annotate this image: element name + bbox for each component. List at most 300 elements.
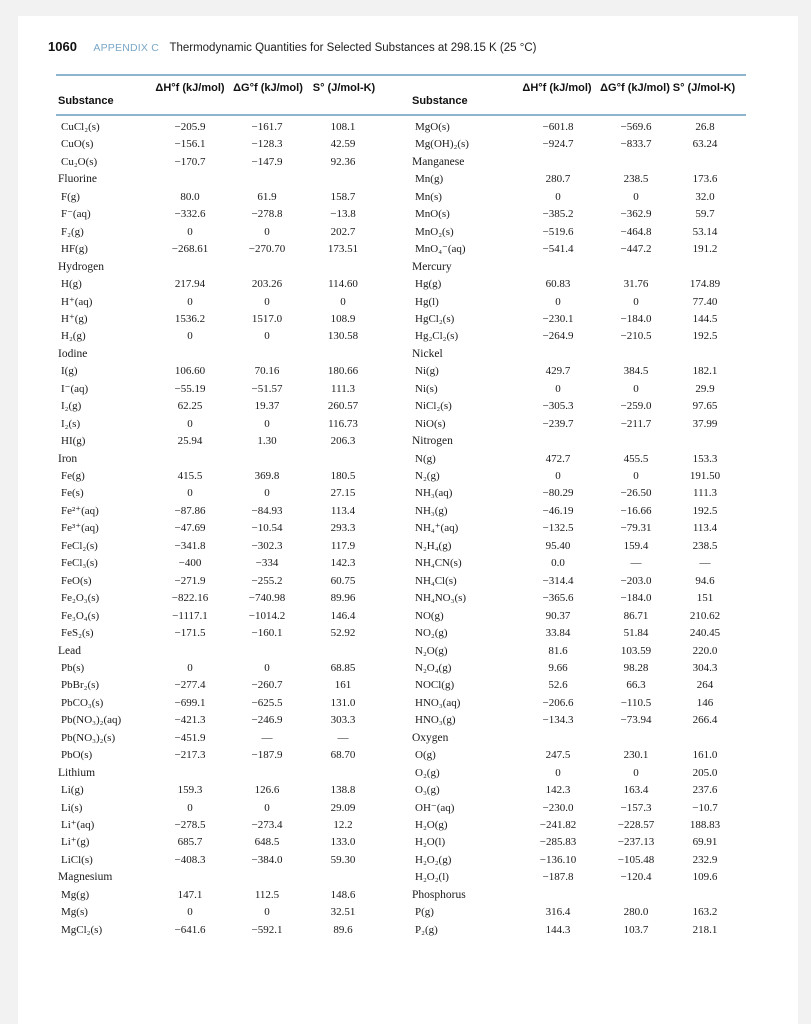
substance-cell: CuO(s): [61, 138, 94, 151]
substance-cell: Ni(s): [415, 382, 438, 395]
dg-cell: 103.7: [623, 923, 649, 936]
dg-cell: −833.7: [620, 138, 652, 151]
substance-cell: Mn(g): [415, 173, 444, 186]
s-cell: 108.9: [330, 312, 356, 325]
group-label: Lead: [58, 644, 81, 657]
table-top-rule: [56, 74, 746, 76]
table-row: [58, 363, 393, 379]
substance-cell: N₂(g): [415, 470, 440, 482]
dh-cell: 62.25: [177, 400, 203, 413]
s-cell: 37.99: [692, 417, 718, 430]
table-row: [58, 468, 393, 484]
s-cell: 109.6: [692, 871, 718, 884]
table-row: [58, 695, 393, 711]
dg-cell: 0: [264, 801, 270, 814]
s-cell: 42.59: [330, 138, 356, 151]
dh-cell: 144.3: [545, 923, 571, 936]
substance-cell: H(g): [61, 278, 82, 291]
dg-cell: 0: [264, 295, 270, 308]
substance-cell: MgO(s): [415, 121, 450, 133]
s-cell: 266.4: [692, 714, 718, 727]
substance-cell: I⁻(aq): [61, 382, 89, 395]
table-row: [58, 800, 393, 816]
table-row: [58, 189, 393, 205]
substance-cell: NiCl₂(s): [415, 400, 452, 413]
group-label: Iron: [58, 452, 78, 465]
table-row: [58, 206, 393, 222]
group-heading: [412, 887, 757, 903]
dg-cell: −334: [255, 557, 279, 570]
dg-cell: −592.1: [251, 923, 283, 936]
dg-cell: 0: [633, 382, 639, 395]
table-row: [412, 869, 757, 885]
dg-cell: 0: [633, 470, 639, 482]
s-cell: 53.14: [692, 225, 718, 238]
s-cell: 232.9: [692, 853, 718, 866]
s-cell: 108.1: [330, 121, 356, 133]
dh-cell: −136.10: [539, 853, 577, 866]
table-row: [58, 730, 393, 746]
s-cell: 148.6: [330, 888, 356, 901]
group-heading: [58, 643, 393, 659]
dh-cell: −451.9: [174, 731, 206, 744]
dh-cell: −87.86: [174, 504, 206, 517]
dg-cell: −120.4: [620, 871, 652, 884]
dh-cell: 0: [187, 417, 193, 430]
substance-cell: Hg₂Cl₂(s): [415, 330, 459, 343]
dh-cell: −408.3: [174, 853, 206, 866]
s-cell: 206.3: [330, 435, 356, 448]
substance-cell: H₂O₂(g): [415, 853, 452, 866]
dh-cell: 0.0: [551, 557, 565, 570]
substance-cell: Pb(NO₃)₂(aq): [61, 714, 122, 727]
table-row: [58, 712, 393, 728]
s-cell: 205.0: [692, 766, 718, 779]
substance-cell: NH₃(aq): [415, 487, 453, 500]
group-label: Nitrogen: [412, 435, 453, 448]
table-row: [412, 782, 757, 798]
s-cell: −10.7: [692, 801, 718, 814]
table-row: [58, 590, 393, 606]
dg-cell: −255.2: [251, 574, 283, 587]
s-cell: 94.6: [695, 574, 715, 587]
table-row: [58, 538, 393, 554]
s-cell: 52.92: [330, 627, 356, 640]
dh-cell: 0: [555, 295, 561, 308]
group-heading: [412, 259, 757, 275]
s-cell: 264: [696, 679, 714, 692]
dg-cell: 0: [633, 190, 639, 203]
s-cell: 237.6: [692, 784, 718, 797]
dg-cell: −273.4: [251, 819, 283, 831]
dh-cell: −47.69: [174, 522, 206, 535]
dh-cell: 1536.2: [174, 312, 206, 325]
substance-cell: OH⁻(aq): [415, 801, 455, 814]
substance-cell: O₂(g): [415, 766, 440, 779]
dh-cell: −699.1: [174, 696, 206, 709]
substance-cell: P₂(g): [415, 923, 438, 936]
table-row: [58, 625, 393, 641]
dh-cell: 280.7: [545, 173, 571, 186]
substance-cell: NiO(s): [415, 417, 446, 430]
dh-cell: −134.3: [542, 714, 574, 727]
dg-cell: 1.30: [257, 435, 277, 448]
s-cell: 32.0: [695, 190, 715, 203]
table-row: [58, 503, 393, 519]
dg-cell: −278.8: [251, 208, 283, 221]
group-label: Lithium: [58, 766, 96, 779]
table-row: [58, 887, 393, 903]
dg-cell: −447.2: [620, 243, 652, 256]
table-row: [58, 433, 393, 449]
s-cell: 260.57: [327, 400, 359, 413]
dg-cell: 112.5: [254, 888, 280, 901]
table-row: [58, 677, 393, 693]
table-row: [412, 573, 757, 589]
col-header-dg-right: ΔG°f (kJ/mol): [600, 82, 670, 94]
dh-cell: −332.6: [174, 208, 206, 221]
dh-cell: −285.83: [539, 836, 577, 849]
substance-cell: Fe²⁺(aq): [61, 504, 99, 517]
dh-cell: 0: [555, 470, 561, 482]
dg-cell: 384.5: [623, 365, 649, 378]
dg-cell: −569.6: [620, 121, 652, 133]
s-cell: 68.85: [330, 661, 356, 674]
dh-cell: 60.83: [545, 278, 571, 291]
dh-cell: 0: [187, 906, 193, 919]
dg-cell: −16.66: [620, 504, 652, 517]
dg-cell: 280.0: [623, 906, 649, 919]
substance-cell: HI(g): [61, 435, 86, 448]
dh-cell: 0: [555, 190, 561, 203]
dg-cell: −302.3: [251, 539, 283, 552]
dh-cell: −230.1: [542, 312, 574, 325]
s-cell: 144.5: [692, 312, 718, 325]
substance-cell: Fe³⁺(aq): [61, 522, 99, 535]
dg-cell: −740.98: [248, 592, 286, 605]
dg-cell: 0: [264, 661, 270, 674]
table-row: [412, 590, 757, 606]
substance-cell: H₂O(g): [415, 819, 448, 831]
group-label: Iodine: [58, 347, 88, 360]
dg-cell: −161.7: [251, 121, 283, 133]
dg-cell: −384.0: [251, 853, 283, 866]
s-cell: 138.8: [330, 784, 356, 797]
dg-cell: −237.13: [617, 836, 655, 849]
page-title: Thermodynamic Quantities for Selected Substances at 298.15 K (25 °C): [169, 42, 537, 54]
group-heading: [58, 451, 393, 467]
group-heading: [412, 154, 757, 170]
dh-cell: 0: [187, 801, 193, 814]
group-heading: [412, 346, 757, 362]
dg-cell: 0: [264, 225, 270, 238]
table-row: [412, 712, 757, 728]
s-cell: 303.3: [330, 714, 356, 727]
table-row: [58, 904, 393, 920]
s-cell: 32.51: [330, 906, 356, 919]
table-row: [412, 451, 757, 467]
s-cell: 29.09: [330, 801, 356, 814]
dh-cell: −187.8: [542, 871, 574, 884]
substance-cell: Fe₃O₄(s): [61, 609, 100, 622]
table-row: [58, 782, 393, 798]
table-row: [412, 189, 757, 205]
dh-cell: 52.6: [548, 679, 568, 692]
dh-cell: −822.16: [171, 592, 209, 605]
s-cell: 69.91: [692, 836, 718, 849]
dg-cell: 0: [264, 487, 270, 500]
substance-cell: HNO₃(g): [415, 714, 456, 727]
group-label: Mercury: [412, 260, 452, 273]
substance-cell: HgCl₂(s): [415, 312, 455, 325]
table-row: [412, 643, 757, 659]
s-cell: 191.50: [689, 470, 721, 482]
substance-cell: FeCl₂(s): [61, 539, 98, 552]
substance-cell: N(g): [415, 452, 436, 465]
s-cell: 192.5: [692, 504, 718, 517]
s-cell: 97.65: [692, 400, 718, 413]
dh-cell: −217.3: [174, 749, 206, 762]
table-row: [412, 363, 757, 379]
substance-cell: Mg(OH)₂(s): [415, 138, 469, 151]
appendix-label: APPENDIX C: [93, 42, 159, 54]
s-cell: 188.83: [689, 819, 721, 831]
dg-cell: 648.5: [254, 836, 280, 849]
dh-cell: 429.7: [545, 365, 571, 378]
dh-cell: −170.7: [174, 155, 206, 168]
dg-cell: 159.4: [623, 539, 649, 552]
dg-cell: −84.93: [251, 504, 283, 517]
substance-cell: H₂O₂(l): [415, 871, 449, 884]
dh-cell: −206.6: [542, 696, 574, 709]
s-cell: 293.3: [330, 522, 356, 535]
dg-cell: −625.5: [251, 696, 283, 709]
s-cell: 220.0: [692, 644, 718, 657]
dh-cell: 142.3: [545, 784, 571, 797]
substance-cell: I₂(g): [61, 400, 82, 413]
s-cell: 63.24: [692, 138, 718, 151]
substance-cell: NH₄⁺(aq): [415, 522, 459, 535]
dh-cell: 33.84: [545, 627, 571, 640]
dg-cell: −203.0: [620, 574, 652, 587]
substance-cell: NOCl(g): [415, 679, 455, 692]
dg-cell: −105.48: [617, 853, 655, 866]
table-row: [58, 608, 393, 624]
table-row: [412, 817, 757, 833]
table-row: [58, 224, 393, 240]
page-number: 1060: [48, 39, 77, 54]
table-row: [58, 852, 393, 868]
substance-cell: Ni(g): [415, 365, 439, 378]
dh-cell: −46.19: [542, 504, 574, 517]
dh-cell: 685.7: [177, 836, 203, 849]
dh-cell: −541.4: [542, 243, 574, 256]
s-cell: 161: [334, 679, 352, 692]
table-row: [412, 852, 757, 868]
dg-cell: 126.6: [254, 784, 280, 797]
dg-cell: 369.8: [254, 470, 280, 482]
substance-cell: Cu₂O(s): [61, 155, 98, 168]
col-header-dh-right: ΔH°f (kJ/mol): [522, 82, 592, 94]
col-header-dg: ΔG°f (kJ/mol): [233, 82, 303, 94]
dh-cell: 159.3: [177, 784, 203, 797]
dg-cell: 19.37: [254, 400, 280, 413]
col-header-s: S° (J/mol-K): [312, 82, 376, 94]
dh-cell: 90.37: [545, 609, 571, 622]
dh-cell: 147.1: [177, 888, 203, 901]
substance-cell: N₂O(g): [415, 644, 448, 657]
group-label: Fluorine: [58, 173, 97, 186]
s-cell: 26.8: [695, 121, 715, 133]
substance-cell: Li⁺(g): [61, 836, 90, 849]
group-label: Phosphorus: [412, 888, 466, 901]
table-row: [58, 154, 393, 170]
substance-cell: P(g): [415, 906, 434, 919]
group-label: Magnesium: [58, 871, 113, 884]
s-cell: 0: [340, 295, 346, 308]
dh-cell: 25.94: [177, 435, 203, 448]
group-heading: [58, 346, 393, 362]
substance-cell: NH₄Cl(s): [415, 574, 457, 587]
dg-cell: 0: [264, 906, 270, 919]
s-cell: 92.36: [330, 155, 356, 168]
table-header-rule: [56, 114, 746, 116]
table-row: [58, 276, 393, 292]
substance-cell: HF(g): [61, 243, 88, 256]
table-row: [58, 119, 393, 135]
substance-cell: FeS₂(s): [61, 627, 94, 640]
dh-cell: −156.1: [174, 138, 206, 151]
substance-cell: MnO₄⁻(aq): [415, 243, 466, 256]
dg-cell: 238.5: [623, 173, 649, 186]
dg-cell: 0: [264, 330, 270, 343]
table-row: [412, 119, 757, 135]
group-label: Nickel: [412, 347, 443, 360]
table-row: [412, 328, 757, 344]
table-row: [412, 276, 757, 292]
substance-cell: NH₄CN(s): [415, 557, 462, 570]
dg-cell: 70.16: [254, 365, 280, 378]
dh-cell: 217.94: [174, 278, 206, 291]
dg-cell: −187.9: [251, 749, 283, 762]
substance-cell: H⁺(aq): [61, 295, 93, 308]
s-cell: 113.4: [692, 522, 718, 535]
dh-cell: 80.0: [180, 190, 200, 203]
dg-cell: −270.70: [248, 243, 286, 256]
table-row: [58, 311, 393, 327]
table-row: [412, 416, 757, 432]
dh-cell: −400: [178, 557, 202, 570]
s-cell: 238.5: [692, 539, 718, 552]
s-cell: 59.7: [695, 208, 715, 221]
table-row: [58, 398, 393, 414]
dh-cell: 95.40: [545, 539, 571, 552]
s-cell: 180.5: [330, 470, 356, 482]
dh-cell: 0: [555, 382, 561, 395]
table-row: [412, 555, 757, 571]
substance-cell: MgCl₂(s): [61, 923, 103, 936]
table-row: [412, 834, 757, 850]
table-row: [58, 834, 393, 850]
dh-cell: −80.29: [542, 487, 574, 500]
s-cell: 202.7: [330, 225, 356, 238]
dg-cell: 0: [633, 295, 639, 308]
dh-cell: −241.82: [539, 819, 577, 831]
dh-cell: −171.5: [174, 627, 206, 640]
group-heading: [58, 765, 393, 781]
table-row: [412, 677, 757, 693]
s-cell: 59.30: [330, 853, 356, 866]
table-row: [58, 136, 393, 152]
table-row: [412, 468, 757, 484]
dh-cell: −519.6: [542, 225, 574, 238]
table-row: [412, 904, 757, 920]
s-cell: 158.7: [330, 190, 356, 203]
group-label: Hydrogen: [58, 260, 104, 273]
table-row: [58, 241, 393, 257]
substance-cell: NO(g): [415, 609, 444, 622]
table-row: [412, 747, 757, 763]
dg-cell: 0: [264, 417, 270, 430]
substance-cell: HNO₃(aq): [415, 696, 461, 709]
table-row: [412, 224, 757, 240]
dg-cell: −259.0: [620, 400, 652, 413]
dh-cell: −271.9: [174, 574, 206, 587]
dg-cell: −79.31: [620, 522, 652, 535]
s-cell: 142.3: [330, 557, 356, 570]
dg-cell: −157.3: [620, 801, 652, 814]
dh-cell: −239.7: [542, 417, 574, 430]
table-row: [58, 381, 393, 397]
substance-cell: I₂(s): [61, 417, 81, 430]
dg-cell: −228.57: [617, 819, 655, 831]
substance-cell: H₂O(l): [415, 836, 446, 849]
dh-cell: 0: [187, 225, 193, 238]
table-row: [412, 171, 757, 187]
page-header: [48, 38, 536, 56]
table-row: [412, 660, 757, 676]
s-cell: —: [337, 731, 349, 744]
dg-cell: 1517.0: [251, 312, 283, 325]
dg-cell: 66.3: [626, 679, 646, 692]
s-cell: −13.8: [330, 208, 356, 221]
s-cell: 180.66: [327, 365, 359, 378]
table-row: [412, 136, 757, 152]
table-row: [58, 660, 393, 676]
table-row: [58, 573, 393, 589]
dg-cell: 51.84: [623, 627, 649, 640]
table-row: [412, 381, 757, 397]
dh-cell: −230.0: [542, 801, 574, 814]
s-cell: 116.73: [328, 417, 358, 430]
substance-cell: Fe₂O₃(s): [61, 592, 100, 605]
dg-cell: −210.5: [620, 330, 652, 343]
dg-cell: —: [630, 557, 642, 570]
dh-cell: −305.3: [542, 400, 574, 413]
dg-cell: −1014.2: [248, 609, 286, 622]
table-row: [58, 520, 393, 536]
substance-cell: N₂H₄(g): [415, 539, 452, 552]
dh-cell: −385.2: [542, 208, 574, 221]
substance-cell: PbO(s): [61, 749, 93, 762]
dg-cell: −128.3: [251, 138, 283, 151]
table-row: [412, 398, 757, 414]
s-cell: 117.9: [330, 539, 356, 552]
substance-cell: Pb(NO₃)₂(s): [61, 731, 116, 744]
substance-cell: PbBr₂(s): [61, 679, 100, 692]
dh-cell: −365.6: [542, 592, 574, 605]
group-label: Oxygen: [412, 731, 449, 744]
